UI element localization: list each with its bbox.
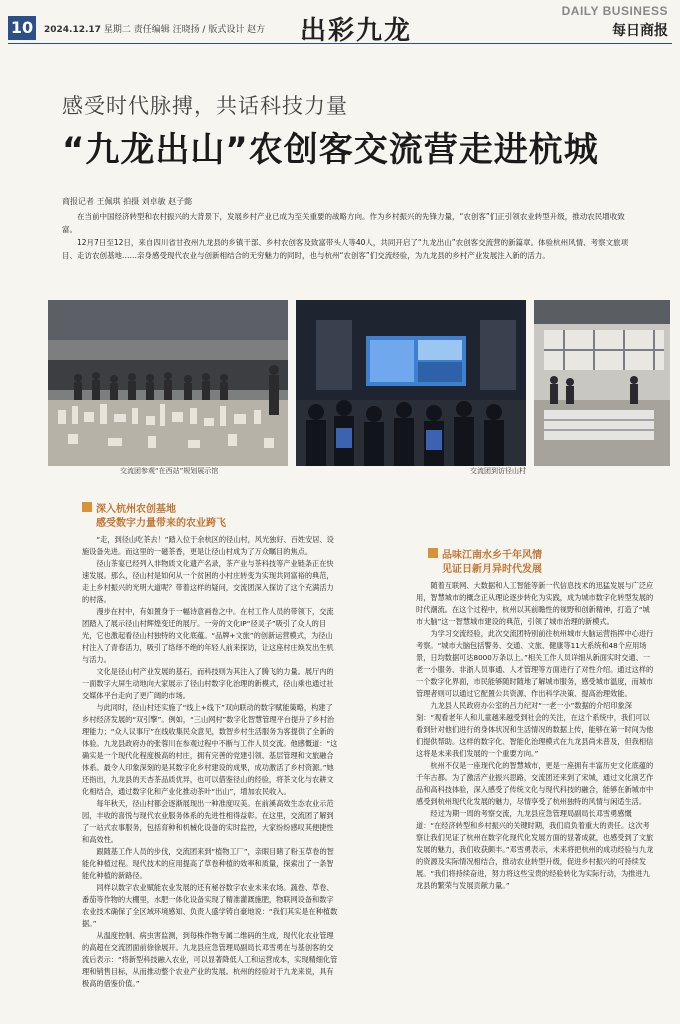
body-paragraph: 每年秋天，径山村都会逐渐展现出一种准度叹美。在前溪高效生态农业示范园，丰收的喜悦与现代农业服务体系的先进性相得益彰。在这里，交流团了解到了一站式农事服务，包括育种和机械化设备的实时监控，大家纷纷感叹其便捷性和高效性。 [82, 799, 334, 844]
body-paragraph: 漫步在村中，有如置身于一幅诗意画卷之中。在村工作人员的带领下，交流团踏入了展示径山村辉煌变迁的展厅。一旁的文化IP“径灵子”吸引了众人的目光，它也激起看径山村独特的文化底蕴。“品牌+文旅”的创新运营模式，为径山村注入了青春活力，吸引了络绎不绝的年轻人前来探访，让这座村庄焕发出生机与活力。 [82, 607, 334, 664]
body-paragraph: 同样以数字农业赋能农业发展的还有秘谷数字农业未来农场。蔬卷、草卷、番茄等作物的大棚里，水肥一体化设备实现了精准灌溉施肥，物联网设备和数字农业技术确保了全区域环境感知、负责人盛学铸自豪地说：“我们其实是在种植数据。” [82, 883, 338, 928]
daily-business-cn: 每日商报 [612, 23, 668, 39]
factory-visit-photo-icon [534, 300, 670, 466]
lead-paragraph: 在当前中国经济转型和农村振兴的大背景下，发展乡村产业已成为至关重要的战略方向。作为乡村振兴的先锋力量，“农创客”们正引领农业转型升级，推动农民增收致富。 [62, 212, 625, 234]
section-title-line1: 深入杭州农创基地 [96, 504, 176, 515]
body-paragraph: 从温度控制、病虫害监测，到每株作物专属二维码的生成，现代化农业管理的高超在交流团面前徐徐展开。九龙县应急管理局副局长邓雪勇在与基创客的交流后表示：“将新型科技融入农业，可以显著降低人工和运营成本，实现精细化管理和销售目标，从而推动整个农业产业的发展。杭州的经验对于九龙来说，具有极高的借鉴价值。” [82, 931, 338, 988]
issue-weekday: 星期二 [103, 25, 131, 35]
body-paragraph: 为学习交流经验，此次交流团特别前往杭州城市大脑运营指挥中心进行考察。“城市大脑包括警务、交通、文旅、健康等11大系统和48个应用场景，日均数据可达8000万条以上。”相关工作人员详细从新面实时交通、一老一小服务、非浙人员事通、人才管理等方面进行了对性介绍。通过这样的一个数字化界面，市民能够随时随地了解城市服务，感受城市温度，而城市管理者则可以通过它配置公共资源、作出科学决策、提高治理效能。 [416, 629, 654, 698]
body-paragraph: 杭州不仅是一座现代化的智慧城市，更是一座拥有丰富历史文化底蕴的千年古都。为了激活产业振兴思路，交流团还来到了宋城，通过文化演艺作品和高科技体验，深入感受了传统文化与现代科技的融合，能够在新城市中感受到杭州现代化发展的魅力，尽情享受了杭州独特的风情与闲适生活。 [416, 761, 654, 806]
photo-caption-right: 交流团到访径山村 [470, 467, 526, 475]
column-right [416, 580, 654, 1014]
issue-date: 2024.12.17 [44, 25, 101, 35]
dateline [44, 22, 265, 35]
page-number: 10 [8, 16, 36, 40]
section-marker [428, 548, 438, 558]
body-paragraph: 随着互联网、大数据和人工智能等新一代信息技术的迅猛发展与广泛应用，智慧城市的概念正从理论逐步转化为实践，成为城市数字化转型发展的时代潮流。在这个过程中，杭州以其前瞻性的视野和创新精神，打造了“城市大脑”这一智慧城市建设的典范，引领了城市治理的新模式。 [416, 581, 654, 626]
body-paragraph: 跟随基工作人员的步伐，交流团来到“植物工厂”，亲眼目睹了粉玉草卷的智能化种植过程。现代技术的应用提高了草卷种植的效率和质量，探索出了一条智能化种植的新路径。 [82, 847, 334, 880]
body-paragraph: “走，到径山吃茶去！”踏入位于余杭区的径山村，风光独好、百姓安居、设施设备先进。而这里的一磁茶香，更是让径山村成为了万众瞩目的焦点。 [82, 535, 334, 556]
photo-caption-left: 交流团参观“在西站”规划展示馆 [120, 467, 219, 475]
article-subtitle: 感受时代脉搏，共话科技力量 [62, 94, 348, 118]
lead-paragraph: 12月7日至12日，来自四川省甘孜州九龙县的乡镇干部、乡村农创客及致富带头人等40人，共同开启了“九龙出山”农创客交流营的新篇章。体验杭州风情、考察文旅项目、走访农创基地……亲身感受现代农业与创新相结合的无穷魅力的同时，也与杭州“农创客”们交流经验，为九龙县的乡村产业发展注入新的活力。 [62, 238, 629, 260]
section-marker [82, 502, 92, 512]
column-left [82, 534, 338, 1014]
city-model-exhibition-photo-icon [48, 300, 288, 466]
masthead-rule [8, 43, 672, 44]
photo-digital-hall [296, 300, 526, 466]
section-title-line1: 品味江南水乡千年风情 [442, 550, 542, 561]
section-title-line2: 感受数字力量带来的农业跨飞 [96, 518, 226, 529]
body-paragraph: 与此同时，径山村还实施了“线上+线下”双向联动的数字赋能策略，构建了乡村经济发展的“双引擎”。例如，“三山网村”数字化智慧管理平台提升了乡村治理能力；“众人议事厅”在线收集民众意见，数智乡村生活服务为客提供了全新的体验。九龙县政府办的张蓉川在参观过程中不断与工作人员交流。他感慨道：“这确实是一个现代化程度极高的村庄，拥有完善的党建引领、基层管理和文旅融合体系。最令人印象深刻的是其数字化乡村建设的成果，成功激活了乡村资源。”她还指出，九龙县的天杏茶品质优异，也可以借鉴径山的经验，将茶文化与农耕文化相结合，通过数字化和产业化推动茶叶“出山”，增加农民收入。 [82, 703, 338, 796]
editors: 责任编辑 汪晓扬 / 版式设计 赵方 [133, 25, 266, 35]
section-title-line2: 见证日新月异时代发展 [442, 564, 542, 575]
masthead [0, 0, 680, 44]
lead-text [62, 210, 638, 262]
byline: 商报记者 王佩琪 拍摄 刘卓敏 赵子懿 [62, 197, 193, 206]
body-paragraph: 文化是径山村产业发展的基石，而科技则为其注入了腾飞的力量。展厅内的一面数字大屏生动地向大家展示了径山村数字化治理的新模式，径山乘也通过社交媒体平台走向了更广阔的市场。 [82, 667, 334, 700]
digital-screen-hall-photo-icon [296, 300, 526, 466]
brand-logo [300, 10, 450, 42]
daily-business-en: DAILY BUSINESS [561, 4, 668, 18]
article-title: “九龙出山”农创客交流营走进杭城 [62, 130, 599, 170]
body-paragraph: 九龙县人民政府办公室的吕力纪对“一老一小”数据的介绍印象深刻：“观看老年人和儿童越来越受到社会的关注，在这个系统中，我们可以看到针对他们进行的身体状况和生活情况的数据上传，能够在第一时间为他们提供帮助。这样的数字化、智能化治理模式在九龙县尚未普及，但我相信这将是未来我们发展的一个重要方向。” [416, 701, 654, 758]
brand-logo-text: 出彩九龙 [300, 16, 413, 42]
photo-factory [534, 300, 670, 466]
body-paragraph: 经过为期一周的考察交流，九龙县应急管理局副局长邓雪勇感慨道：“在经济转型和乡村振兴的关键时期，我们肩负着重大的责任。这次考察让我们见证了杭州在数字化现代化发展方面的显著成就，也感受到了文旅发展的魅力，我们收获颇丰。”邓雪勇表示，未来将把杭州的成功经验与九龙的资源及实际情况相结合，推动农业转型升级，促进乡村振兴的可持续发展。“我们将持续奋进，努力将这些宝贵的经验转化为实际行动，为推进九龙县的繁荣与发展贡献力量。” [416, 809, 654, 890]
photo-city-model [48, 300, 288, 466]
body-paragraph: 径山茶宴已经列入非物质文化遗产名录，茶产业与茶科技等产业链条正在快速发展。那么，径山村是如何从一个贫困的小村庄转变为实现共同富裕的典范，走上乡村振兴的光明大道呢？带着这样的疑问，交流团深入探访了这个充满活力的村落。 [82, 559, 334, 604]
